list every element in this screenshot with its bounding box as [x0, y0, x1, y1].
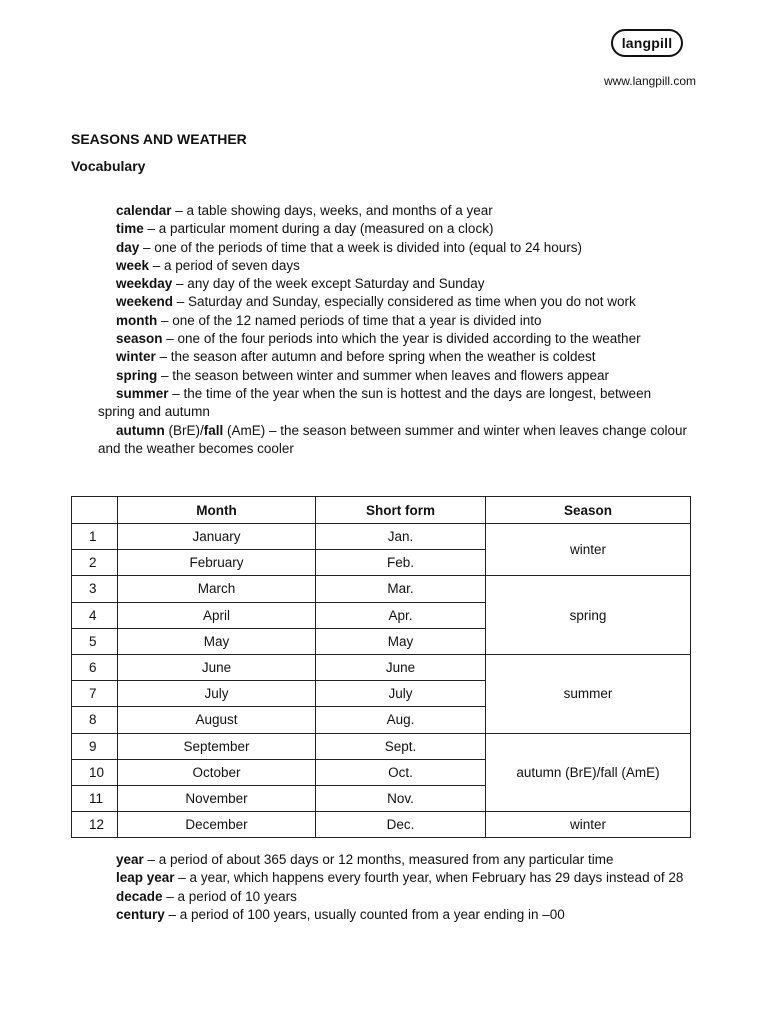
month-name: August [118, 707, 316, 733]
vocab-definition: – a period of seven days [149, 257, 300, 273]
vocab-item [98, 293, 688, 311]
logo-text: langpill [621, 35, 673, 51]
month-number: 1 [72, 524, 118, 550]
month-short-form: May [316, 628, 486, 654]
vocab-term: season [116, 331, 163, 347]
vocab-item [98, 888, 688, 906]
vocab-item [98, 312, 688, 330]
month-short-form: Aug. [316, 707, 486, 733]
month-name: May [118, 628, 316, 654]
page-title: SEASONS AND WEATHER [71, 131, 247, 147]
season-cell: winter [486, 524, 691, 576]
vocab-item [98, 385, 688, 422]
month-number: 8 [72, 707, 118, 733]
vocab-definition: – the season between winter and summer when leaves and flowers appear [157, 367, 610, 383]
vocab-term: month [116, 312, 158, 328]
months-table [71, 496, 691, 838]
vocab-term: leap year [116, 870, 175, 886]
vocab-term: century [116, 906, 165, 922]
vocab-definition: – a table showing days, weeks, and months of a year [171, 203, 493, 218]
vocab-term: week [116, 257, 150, 273]
vocab-definition: (AmE) – the season between summer and winter when leaves change colour and the weather becomes cooler [98, 422, 688, 456]
vocab-definition: – one of the periods of time that a week is divided into (equal to 24 hours) [139, 239, 583, 255]
vocab-item [98, 367, 688, 385]
header-short-form: Short form [316, 497, 486, 524]
vocab-item [98, 330, 688, 348]
month-name: November [118, 785, 316, 811]
month-name: July [118, 681, 316, 707]
month-short-form: June [316, 654, 486, 680]
vocab-item [98, 220, 688, 238]
month-number: 2 [72, 550, 118, 576]
season-cell: spring [486, 576, 691, 655]
month-number: 4 [72, 602, 118, 628]
month-short-form: Nov. [316, 785, 486, 811]
vocab-item-autumn [98, 422, 688, 459]
month-short-form: Dec. [316, 812, 486, 838]
vocab-item [98, 257, 688, 275]
month-name: June [118, 654, 316, 680]
vocab-term: weekend [116, 294, 174, 310]
vocab-definition: – any day of the week except Saturday and Sunday [172, 276, 485, 292]
vocab-definition: – a period of about 365 days or 12 months, measured from any particular time [143, 852, 614, 867]
vocab-term: spring [116, 367, 158, 383]
month-short-form: Sept. [316, 733, 486, 759]
vocab-item [98, 869, 688, 887]
month-name: April [118, 602, 316, 628]
vocab-definition: – a year, which happens every fourth year, when February has 29 days instead of 28 [174, 870, 684, 886]
month-number: 9 [72, 733, 118, 759]
month-short-form: Jan. [316, 524, 486, 550]
month-number: 11 [72, 785, 118, 811]
month-number: 5 [72, 628, 118, 654]
vocab-term: summer [116, 385, 169, 401]
month-short-form: Mar. [316, 576, 486, 602]
table-row [72, 576, 691, 602]
month-number: 6 [72, 654, 118, 680]
vocab-definition: – the season after autumn and before spring when the weather is coldest [155, 349, 596, 365]
season-cell: autumn (BrE)/fall (AmE) [486, 733, 691, 812]
table-row [72, 654, 691, 680]
month-short-form: Feb. [316, 550, 486, 576]
vocab-term: calendar [116, 203, 172, 218]
vocabulary-list-bottom [98, 851, 688, 924]
section-subtitle: Vocabulary [71, 158, 146, 174]
vocab-definition: – the time of the year when the sun is hottest and the days are longest, between spring and autumn [98, 385, 652, 420]
vocab-term: winter [116, 349, 156, 365]
vocab-item [98, 348, 688, 366]
month-name: March [118, 576, 316, 602]
vocab-item [98, 906, 688, 924]
table-row [72, 524, 691, 550]
month-short-form: Oct. [316, 759, 486, 785]
vocab-item [98, 851, 688, 869]
month-name: January [118, 524, 316, 550]
vocab-term: decade [116, 888, 163, 904]
month-short-form: Apr. [316, 602, 486, 628]
website-url: www.langpill.com [603, 74, 696, 88]
month-name: September [118, 733, 316, 759]
vocab-term: fall [203, 422, 224, 438]
vocab-definition: – a period of 10 years [162, 888, 297, 904]
table-header-row [72, 497, 691, 524]
vocab-term-note: (BrE)/ [164, 422, 204, 438]
header-season: Season [486, 497, 691, 524]
vocabulary-list-top [98, 202, 688, 458]
vocab-item [98, 239, 688, 257]
vocab-definition: – one of the 12 named periods of time that a year is divided into [157, 312, 542, 328]
vocab-item [98, 275, 688, 293]
vocab-item [98, 202, 688, 220]
month-number: 3 [72, 576, 118, 602]
month-number: 10 [72, 759, 118, 785]
month-number: 12 [72, 812, 118, 838]
table-row [72, 812, 691, 838]
vocab-term: weekday [116, 276, 173, 292]
vocab-term: autumn [116, 422, 165, 438]
vocab-definition: – a particular moment during a day (measured on a clock) [143, 221, 494, 237]
month-name: December [118, 812, 316, 838]
header-number [72, 497, 118, 524]
vocab-term: day [116, 239, 140, 255]
month-name: October [118, 759, 316, 785]
vocab-term: time [116, 221, 144, 237]
langpill-logo [611, 29, 683, 57]
table-row [72, 733, 691, 759]
month-name: February [118, 550, 316, 576]
vocab-definition: – a period of 100 years, usually counted from a year ending in –00 [164, 906, 565, 922]
header-month: Month [118, 497, 316, 524]
season-cell: winter [486, 812, 691, 838]
month-number: 7 [72, 681, 118, 707]
vocab-definition: – one of the four periods into which the year is divided according to the weather [162, 331, 641, 347]
season-cell: summer [486, 654, 691, 733]
month-short-form: July [316, 681, 486, 707]
vocab-term: year [116, 852, 144, 867]
vocab-definition: – Saturday and Sunday, especially considered as time when you do not work [173, 294, 636, 310]
